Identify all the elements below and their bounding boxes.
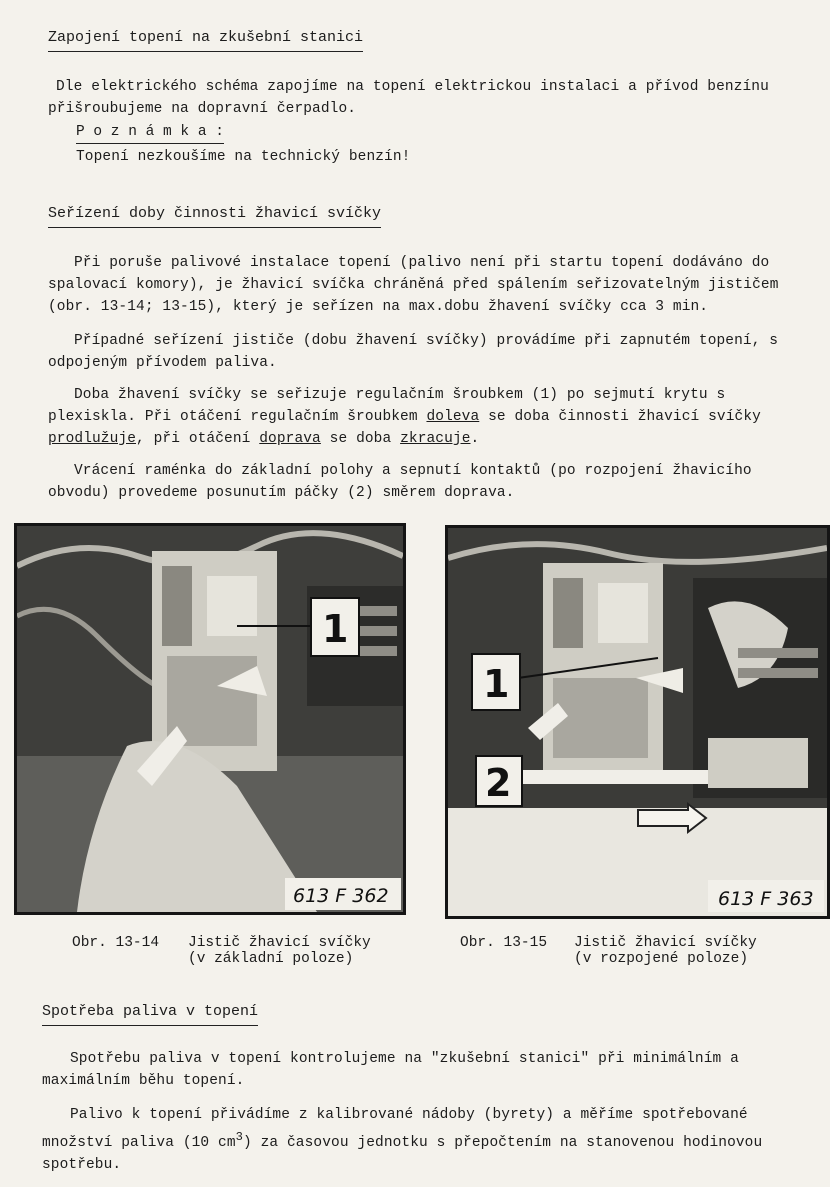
underlined-prodluzuje: prodlužuje [48,431,137,447]
caption-num-13-14: Obr. 13-14 [72,935,160,951]
callout-1: 1 [483,662,510,706]
caption-line2-13-15: (v rozpojené poloze) [574,951,749,967]
caption-line2-13-14: (v základní poloze) [188,951,354,967]
note-text: Topení nezkoušíme na technický benzín! [76,149,411,165]
callout-1: 1 [322,607,349,651]
para3-text-2: se doba činnosti žhavicí svíčky [479,409,761,425]
paragraph-glow-plug-1: Při poruše palivové instalace topení (palivo není při startu topení dodáváno do spalovací komory), je žhavicí svíčka chráněná před spálením seřizovatelným jističem (obr. 13-14; 13-15), který je seřízen na max.dobu žhavení svíčky cca 3 min. [48,255,779,315]
circuit-breaker-photo-disconnected [448,528,827,916]
paragraph-fuel-2 [42,1104,812,1176]
underlined-doleva: doleva [426,409,480,425]
callout-2: 2 [485,761,512,805]
fuel-text-2: ) za časovou jednotku s přepočtením na stanovenou hodinovou spotřebu. [42,1134,763,1173]
figure-13-14-photo [14,523,406,915]
caption-num-13-15: Obr. 13-15 [460,935,548,951]
section-heading-connection: Zapojení topení na zkušební stanici [48,28,363,52]
underlined-zkracuje: zkracuje [400,431,471,447]
caption-line1-13-14: Jistič žhavicí svíčky [188,935,371,951]
photo-label-613f362: 613 F 362 [293,885,389,907]
para3-text-1: Doba žhavení svíčky se seřizuje regulačním šroubkem (1) po sejmutí krytu s plexiskla. Při otáčení regulačním šroubkem [48,387,726,425]
paragraph-fuel-1: Spotřebu paliva v topení kontrolujeme na "zkušební stanici" při minimálním a maximálním běhu topení. [42,1051,739,1089]
para3-text-4: se doba [320,431,401,447]
paragraph-glow-plug-4: Vrácení raménka do základní polohy a sepnutí kontaktů (po rozpojení žhavicího obvodu) provedeme posunutím páčky (2) směrem doprava. [48,463,752,501]
paragraph-connection: Dle elektrického schéma zapojíme na topení elektrickou instalaci a přívod benzínu přišroubujeme na dopravní čerpadlo. [48,79,769,117]
paragraph-glow-plug-3 [48,384,818,450]
underlined-doprava: doprava [259,431,321,447]
section-heading-fuel-consumption: Spotřeba paliva v topení [42,1002,258,1026]
superscript-3: 3 [235,1130,243,1144]
para3-text-5: . [470,431,480,447]
fuel-text-1: Palivo k topení přivádíme z kalibrované nádoby (byrety) a měříme spotřebované množství paliva (10 cm [42,1107,748,1151]
circuit-breaker-photo-basic [17,526,403,912]
caption-line1-13-15: Jistič žhavicí svíčky [574,935,757,951]
section-heading-glow-plug: Seřízení doby činnosti žhavicí svíčky [48,204,381,228]
photo-label-613f363: 613 F 363 [718,888,814,910]
figure-13-15-photo [445,525,830,919]
para3-text-3: , při otáčení [136,431,260,447]
note-label: P o z n á m k a : [76,122,224,144]
paragraph-glow-plug-2: Případné seřízení jističe (dobu žhavení svíčky) provádíme při zapnutém topení, s odpojeným přívodem paliva. [48,333,779,371]
